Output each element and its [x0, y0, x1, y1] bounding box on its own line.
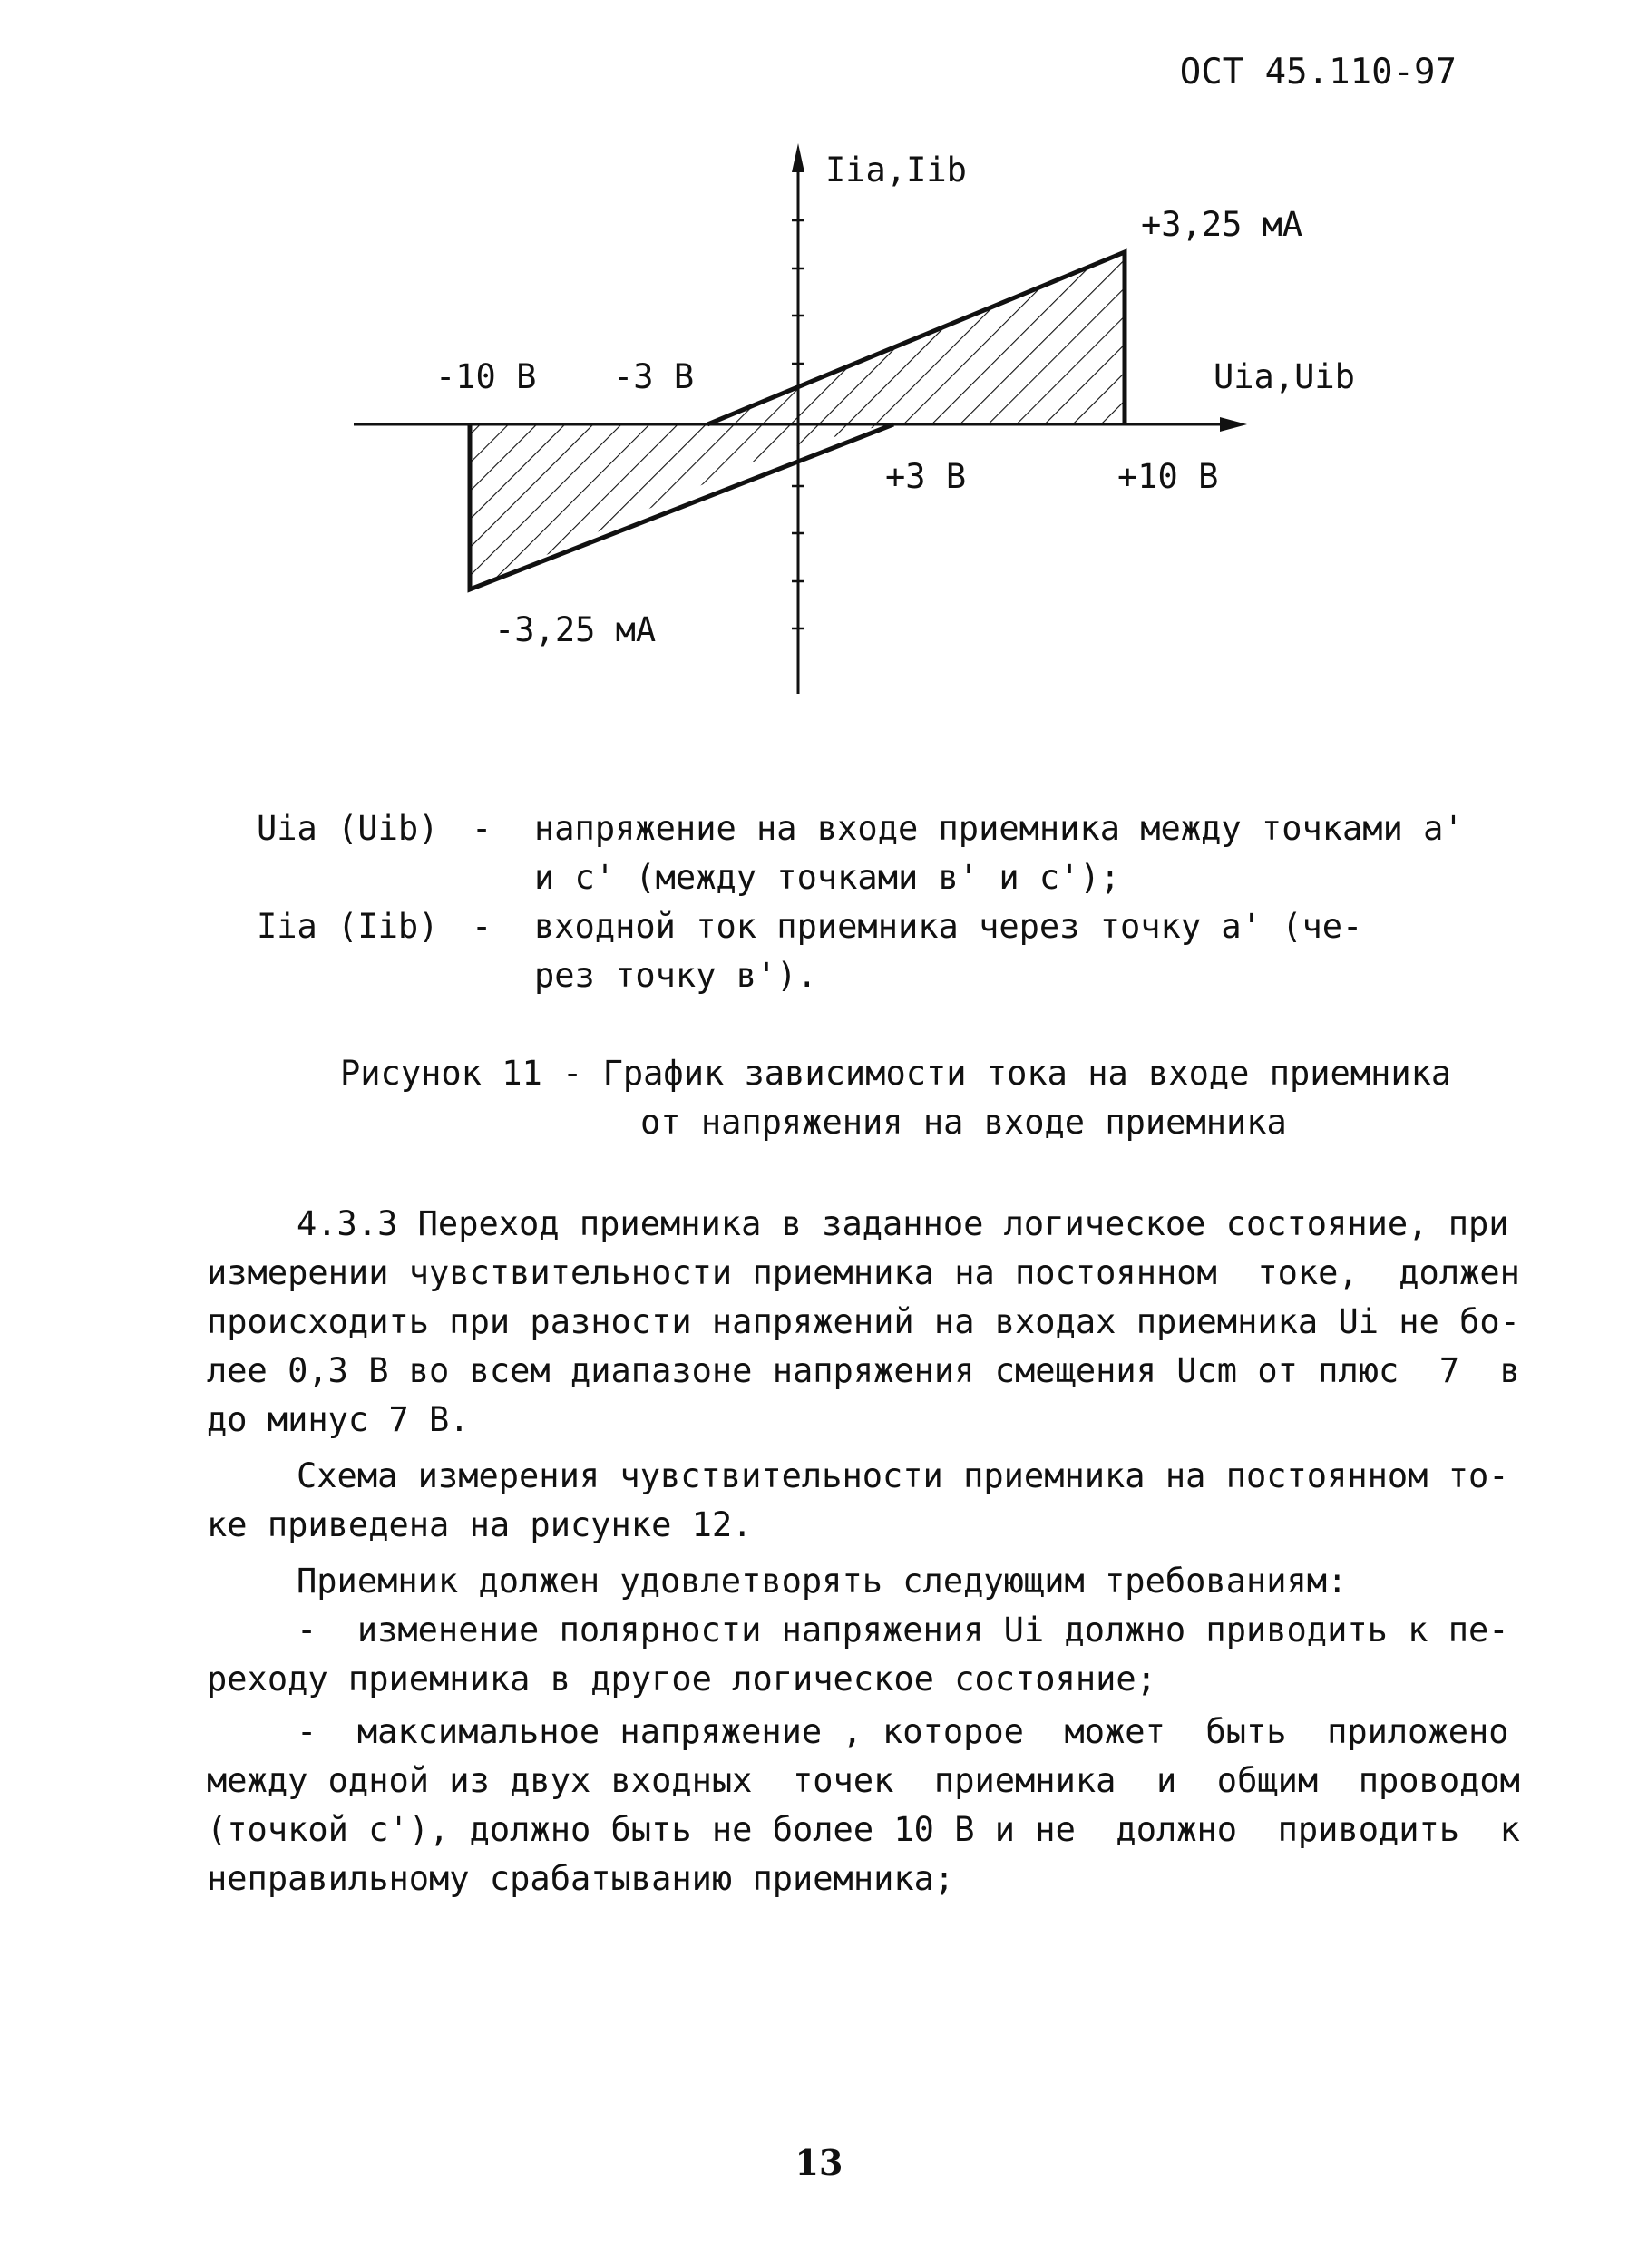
list-item-2-line4: неправильному срабатыванию приемника;	[207, 1859, 955, 1898]
label-neg3: -3 В	[613, 357, 695, 396]
x-axis-label: Uia,Uib	[1214, 357, 1355, 396]
legend-text-i-line1: входной ток приемника через точку а' (че-	[534, 907, 1363, 946]
legend-text-u-line1: напряжение на входе приемника между точками а'	[534, 809, 1464, 848]
list-item-1-line1: - изменение полярности напряжения Ui должно приводить к пе-	[297, 1611, 1509, 1650]
paragraph-4-3-3-line1: 4.3.3 Переход приемника в заданное логическое состояние, при	[297, 1204, 1509, 1243]
y-axis-arrow	[792, 143, 804, 172]
label-neg10: -10 В	[435, 357, 537, 396]
paragraph-4-3-3-line3: происходить при разности напряжений на входах приемника Ui не бо-	[207, 1302, 1520, 1341]
document-code: ОСТ 45.110-97	[1179, 52, 1457, 92]
figure-11-graph	[345, 136, 1355, 716]
list-item-1-line2: реходу приемника в другое логическое состояние;	[207, 1660, 1156, 1699]
paragraph-2-line1: Схема измерения чувствительности приемника на постоянном то-	[297, 1456, 1509, 1495]
paragraph-2-line2: ке приведена на рисунке 12.	[207, 1505, 753, 1544]
paragraph-3-line1: Приемник должен удовлетворять следующим требованиям:	[297, 1562, 1348, 1601]
legend-key-i: Iia (Iib)	[257, 907, 439, 946]
list-item-2-line2: между одной из двух входных точек приемника и общим проводом	[207, 1761, 1520, 1800]
legend-key-u: Uia (Uib)	[257, 809, 439, 848]
label-top-current: +3,25 мА	[1141, 205, 1303, 244]
label-pos10: +10 В	[1117, 457, 1219, 496]
page-number: 13	[795, 2142, 843, 2183]
y-axis-label: Iia,Iib	[825, 151, 967, 190]
list-item-2-line1: - максимальное напряжение , которое может быть приложено	[297, 1712, 1509, 1751]
legend-dash-u: -	[472, 809, 492, 848]
legend-text-i-line2: рез точку в').	[534, 956, 817, 995]
label-pos3: +3 В	[885, 457, 967, 496]
x-axis-arrow	[1220, 417, 1247, 432]
label-bottom-current: -3,25 мА	[494, 610, 657, 649]
legend-dash-i: -	[472, 907, 492, 946]
list-item-2-line3: (точкой с'), должно быть не более 10 В и не должно приводить к	[207, 1810, 1520, 1849]
paragraph-4-3-3-line2: измерении чувствительности приемника на постоянном токе, должен	[207, 1253, 1520, 1292]
figure-caption-line1: Рисунок 11 - График зависимости тока на входе приемника	[340, 1054, 1452, 1093]
legend-text-u-line2: и с' (между точками в' и с');	[534, 858, 1121, 897]
figure-caption-line2: от напряжения на входе приемника	[640, 1103, 1287, 1142]
paragraph-4-3-3-line4: лее 0,3 В во всем диапазоне напряжения смещения Ucm от плюс 7 в	[207, 1351, 1520, 1390]
paragraph-4-3-3-line5: до минус 7 В.	[207, 1400, 470, 1439]
